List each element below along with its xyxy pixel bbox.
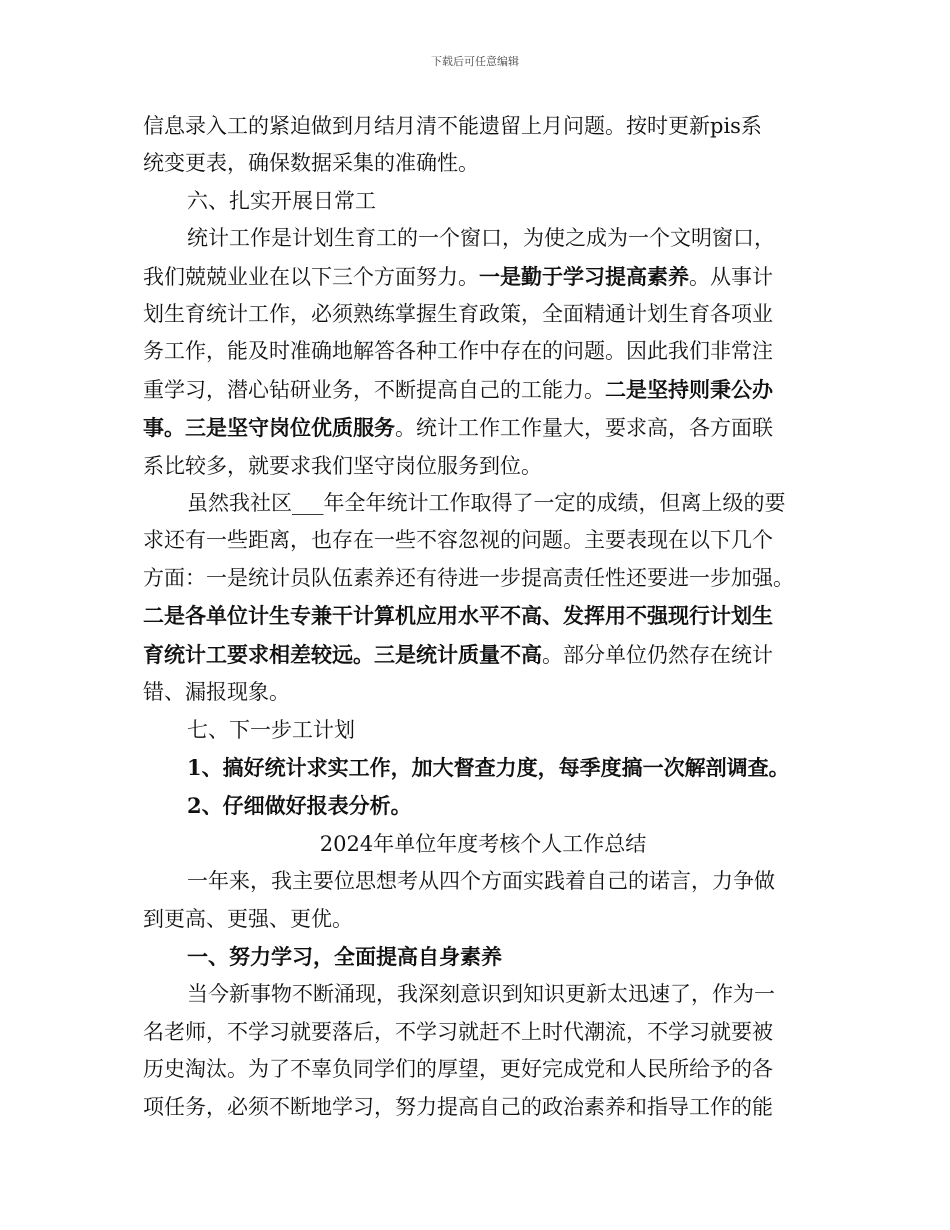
- bold-text: 育统计工要求相差较远。三是统计质量不高: [143, 641, 542, 667]
- text-line: [143, 863, 823, 900]
- text-span: 历史淘汰。为了不辜负同学们的厚望，更好完成党和人民所给予的各: [143, 1057, 773, 1082]
- text-span: 名老师，不学习就要落后，不学习就赶不上时代潮流，不学习就要被: [143, 1019, 773, 1044]
- text-span: 重学习，潜心钻研业务，不断提高自己的工能力。: [143, 377, 605, 402]
- bold-text: 二是坚持则秉公办: [605, 376, 773, 402]
- text-span: 当今新事物不断涌现，我深刻意识到知识更新太迅速了，作为一: [187, 982, 775, 1007]
- text-line: [143, 145, 823, 182]
- text-line: [143, 826, 823, 863]
- text-line: [143, 371, 823, 409]
- text-line: [143, 712, 823, 749]
- text-span: 。部分单位仍然存在统计: [542, 642, 773, 667]
- text-line: [143, 976, 823, 1013]
- text-line: [143, 560, 823, 597]
- text-span: 项任务，必须不断地学习，努力提高自己的政治素养和指导工作的能: [143, 1094, 773, 1119]
- bold-text: 二是各单位计生专兼干计算机应用水平不高、发挥用不强现行计划生: [143, 603, 773, 629]
- bold-text: 2、仔细做好报表分析。: [187, 793, 412, 819]
- text-span: 六、扎实开展日常工: [187, 188, 376, 213]
- text-span: 信息录入工的紧迫做到月结月清不能遗留上月问题。按时更新pis系: [143, 114, 762, 138]
- text-line: [143, 448, 823, 485]
- text-span: 。统计工作工作量大，要求高，各方面联: [395, 416, 773, 441]
- text-span: 务工作，能及时准确地解答各种工作中存在的问题。因此我们非常注: [143, 339, 773, 364]
- text-span: 方面：一是统计员队伍素养还有待进一步提高责任性还要进一步加强。: [143, 565, 794, 590]
- text-line: [143, 1051, 823, 1088]
- text-line: [143, 674, 823, 711]
- document-body: [143, 108, 823, 1126]
- text-line: [143, 597, 823, 635]
- text-span: 虽然我社区___年全年统计工作取得了一定的成绩，但离上级的要: [187, 491, 786, 516]
- bold-text: 一是勤于学习提高素养: [479, 263, 689, 289]
- text-span: 求还有一些距离，也存在一些不容忽视的问题。主要表现在以下几个: [143, 528, 773, 553]
- bold-text: 一、努力学习，全面提高自身素养: [187, 943, 502, 969]
- text-line: [143, 901, 823, 938]
- text-line: [143, 1014, 823, 1051]
- page-header-note: 下载后可任意编辑: [431, 55, 519, 68]
- text-line: [143, 258, 823, 296]
- text-line: [143, 485, 823, 522]
- text-span: 。从事计: [689, 264, 773, 289]
- text-span: 七、下一步工计划: [187, 717, 355, 742]
- text-line: [143, 296, 823, 333]
- text-span: 错、漏报现象。: [143, 680, 290, 705]
- text-span: 系比较多，就要求我们坚守岗位服务到位。: [143, 453, 542, 478]
- text-line: [143, 938, 823, 976]
- bold-text: 1、搞好统计求实工作，加大督查力度，每季度搞一次解剖调查。: [187, 754, 790, 780]
- text-line: [143, 108, 823, 145]
- text-line: [143, 787, 823, 825]
- text-line: [143, 749, 823, 787]
- text-line: [143, 522, 823, 559]
- bold-text: 事。三是坚守岗位优质服务: [143, 415, 395, 441]
- text-line: [143, 1089, 823, 1126]
- text-span: 划生育统计工作，必须熟练掌握生育政策，全面精通计划生育各项业: [143, 302, 773, 327]
- text-span: 我们兢兢业业在以下三个方面努力。: [143, 264, 479, 289]
- text-span: 到更高、更强、更优。: [143, 906, 353, 931]
- text-line: [143, 220, 823, 257]
- text-line: [143, 333, 823, 370]
- text-span: 统计工作是计划生育工的一个窗口，为使之成为一个文明窗口，: [187, 226, 775, 251]
- text-line: [143, 183, 823, 220]
- text-line: [143, 409, 823, 447]
- text-span: 统变更表，确保数据采集的准确性。: [143, 151, 479, 176]
- text-span: 2024年单位年度考核个人工作总结: [319, 831, 647, 856]
- text-span: 一年来，我主要位思想考从四个方面实践着自己的诺言，力争做: [187, 869, 775, 894]
- text-line: [143, 636, 823, 674]
